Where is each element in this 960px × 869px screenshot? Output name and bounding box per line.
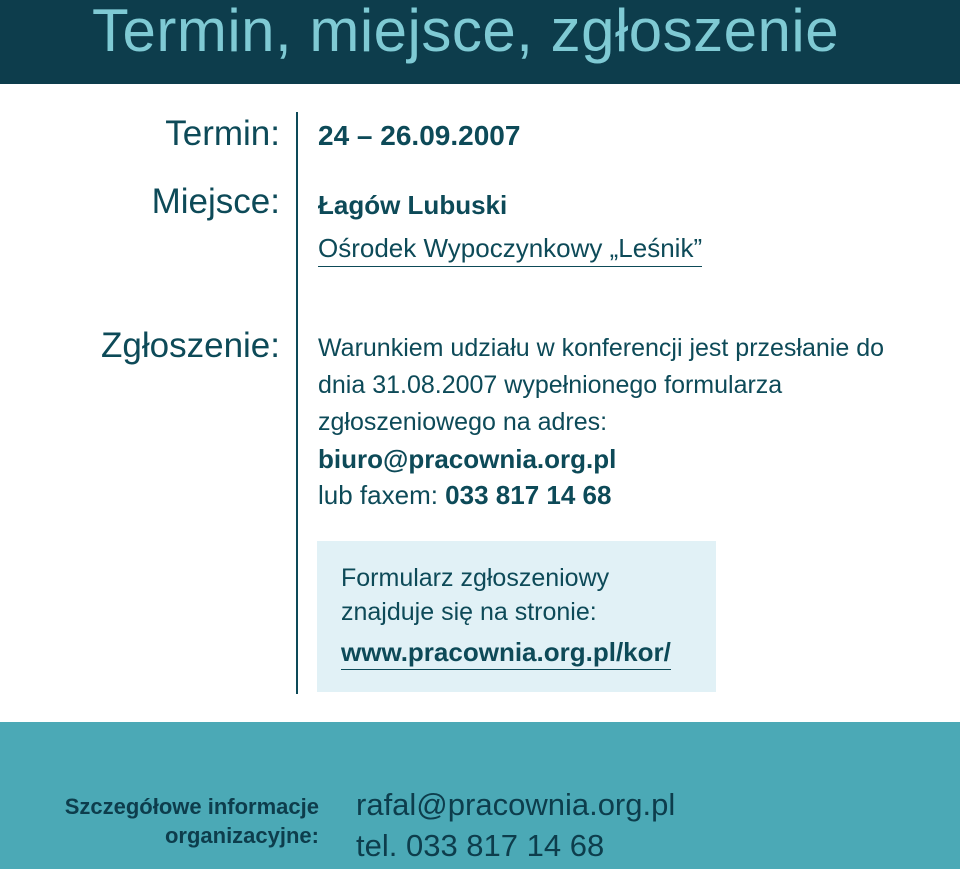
form-info-line2: znajduje się na stronie: — [341, 598, 597, 626]
fax-number: 033 817 14 68 — [445, 480, 612, 510]
place-center: Ośrodek Wypoczynkowy „Leśnik” — [318, 233, 702, 267]
footer-label — [65, 792, 319, 850]
fax-line — [318, 480, 611, 511]
contact-email[interactable]: rafal@pracownia.org.pl — [356, 787, 676, 822]
termin-label: Termin: — [165, 114, 280, 153]
registration-text: Warunkiem udziału w konferencji jest przesłanie do dnia 31.08.2007 wypełnionego formularza zgłoszeniowego na adres: — [318, 334, 885, 436]
fax-prefix: lub faxem: — [318, 480, 446, 510]
contact-phone: tel. 033 817 14 68 — [356, 828, 605, 863]
vertical-divider — [296, 112, 298, 694]
footer-label-line2: organizacyjne: — [164, 823, 319, 848]
footer-label-line1: Szczegółowe informacje — [64, 794, 319, 819]
page-title: Termin, miejsce, zgłoszenie — [92, 0, 840, 64]
form-link[interactable]: www.pracownia.org.pl/kor/ — [341, 637, 671, 670]
header-bar — [0, 0, 960, 84]
place-name: Łagów Lubuski — [318, 190, 508, 220]
event-dates: 24 – 26.09.2007 — [318, 120, 521, 151]
registration-email[interactable]: biuro@pracownia.org.pl — [318, 444, 617, 474]
form-info-line1: Formularz zgłoszeniowy — [341, 564, 610, 592]
zgloszenie-label: Zgłoszenie: — [101, 326, 280, 365]
miejsce-label: Miejsce: — [151, 182, 280, 221]
footer-bar — [0, 722, 960, 869]
form-info-box — [317, 541, 716, 692]
form-info-text — [341, 561, 609, 629]
